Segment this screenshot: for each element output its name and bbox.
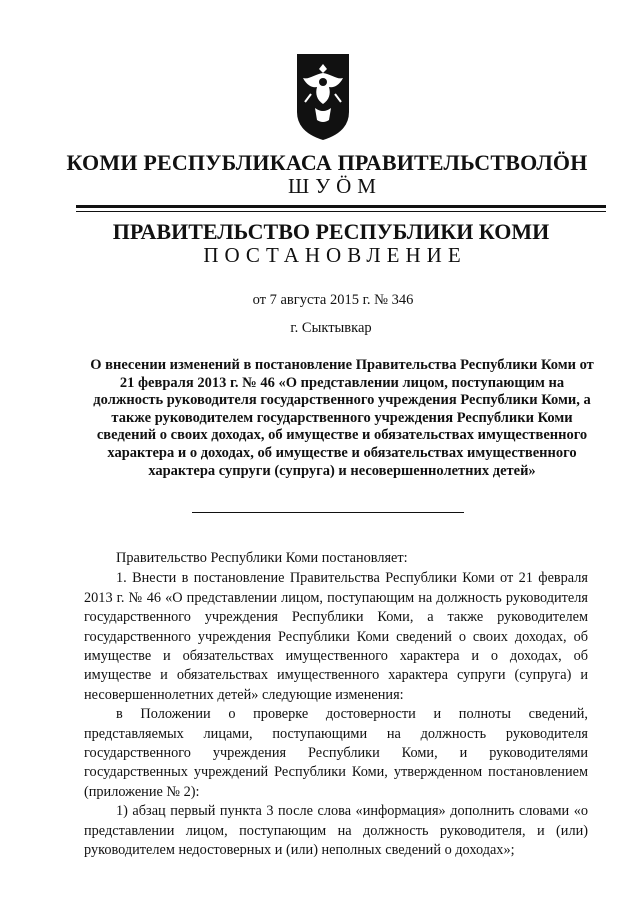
header-komi-resolution: ШУÖМ	[288, 174, 382, 198]
body-paragraph-1: 1. Внести в постановление Правительства Республики Коми от 21 февраля 2013 г. № 46 «О представлении лицом, поступающим на должность руководителя государственного учреждения Республики Коми, а также руководителем государственного учреждения Республики Коми сведений о своих доходах, об имуществе и обязательствах имущественного характера и о доходах, об имуществе и обязательствах имущественного характера супруги (супруга) и несовершеннолетних детей» следующие изменения:	[84, 570, 588, 703]
document-date-number: от 7 августа 2015 г. № 346	[252, 292, 414, 308]
body-paragraph-2: в Положении о проверке достоверности и полноты сведений, представляемых лицами, поступающими на должность руководителя государственного учреждения Республики Коми, и руководителями государственных учреждений Республики Коми, утвержденном постановлением (приложение № 2):	[84, 706, 588, 800]
document-city: г. Сыктывкар	[290, 320, 372, 336]
header-ru-resolution: ПОСТАНОВЛЕНИЕ	[203, 243, 467, 267]
document-body	[84, 549, 588, 861]
header-divider-thick	[76, 205, 606, 208]
header-divider-thin	[76, 211, 606, 212]
document-title: О внесении изменений в постановление Правительства Республики Коми от 21 февраля 2013 г. № 46 «О представлении лицом, поступающим на должность руководителя государственного учреждения Республики Коми, а также руководителем государственного учреждения Республики Коми сведений о своих доходах, об имуществе и обязательствах имущественного характера и о доходах, об имуществе и обязательствах имущественного характера супруги (супруга) и несовершеннолетних детей»	[90, 357, 594, 479]
title-underline	[192, 512, 464, 513]
coat-of-arms-icon	[293, 50, 353, 142]
body-intro: Правительство Республики Коми постановляет:	[116, 550, 408, 566]
body-paragraph-3: 1) абзац первый пункта 3 после слова «информация» дополнить словами «о представлении лицом, поступающим на должность руководителя, и (или) руководителем недостоверных и (или) неполных сведений о доходах»;	[84, 803, 588, 859]
header-ru-government: ПРАВИТЕЛЬСТВО РЕСПУБЛИКИ КОМИ	[112, 219, 550, 244]
header-komi-government: КОМИ РЕСПУБЛИКАСА ПРАВИТЕЛЬСТВОЛÖН	[66, 150, 588, 175]
